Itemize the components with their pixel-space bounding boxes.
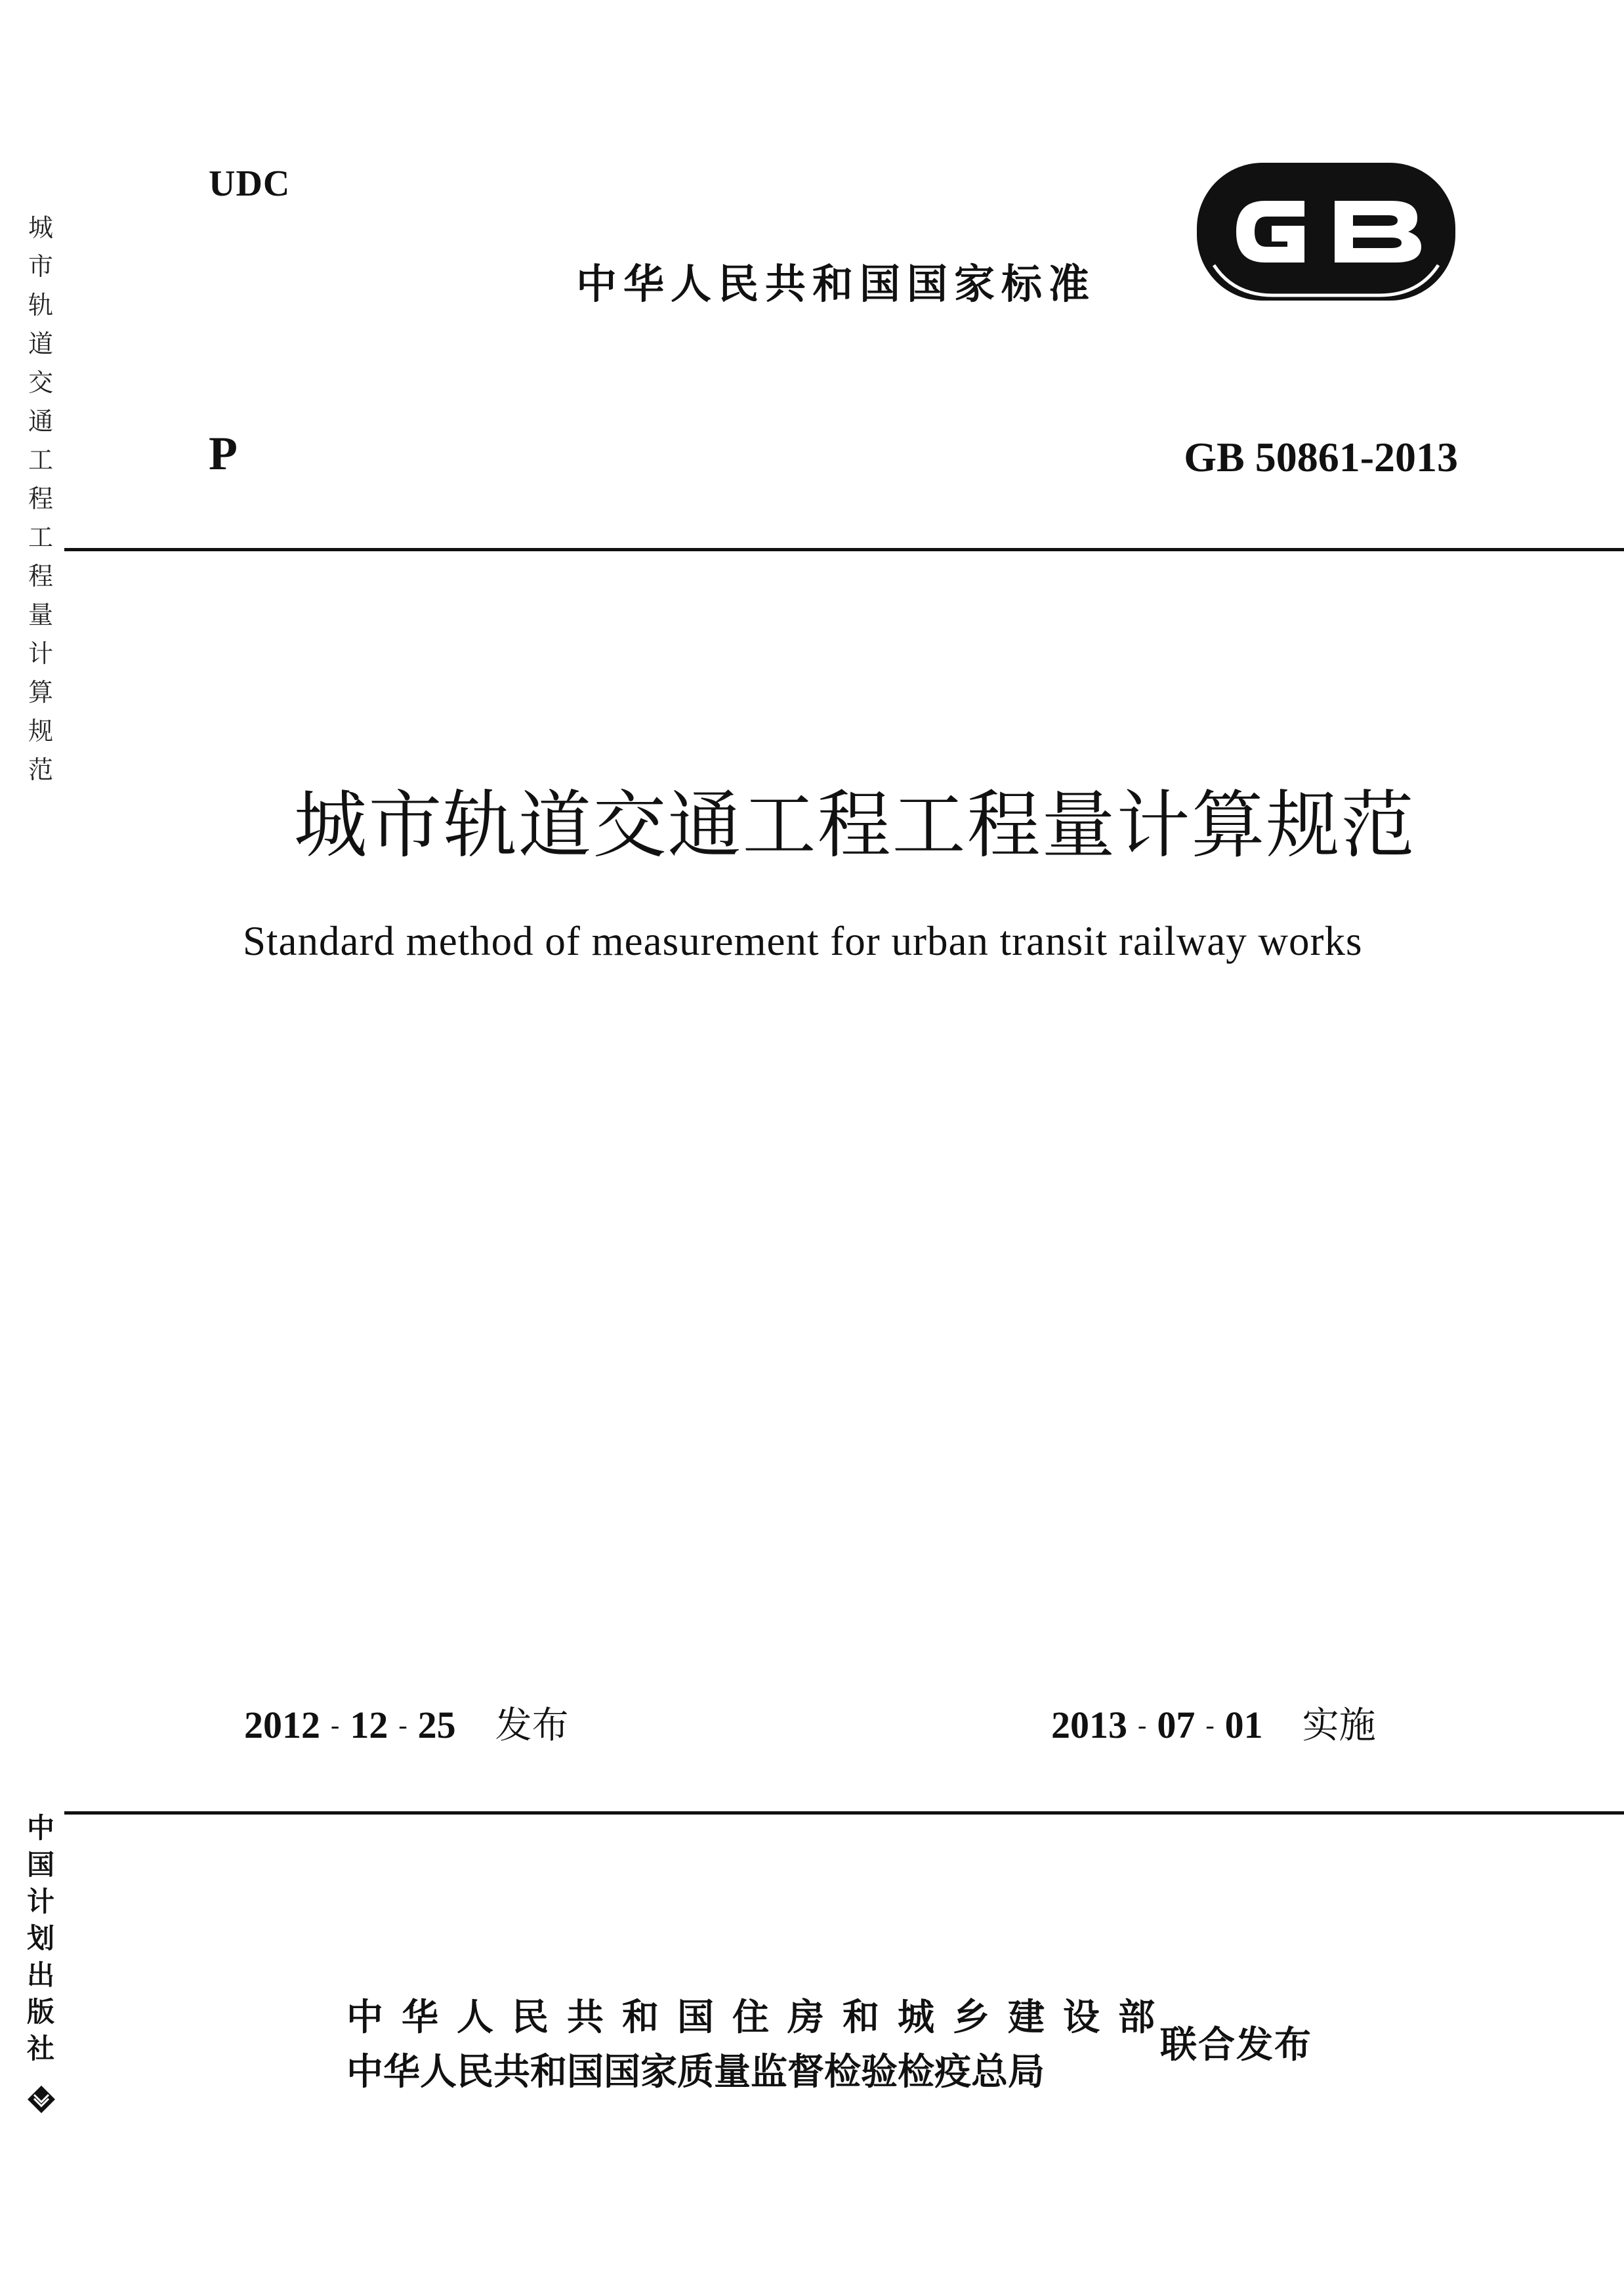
national-standard-heading: 中华人民共和国国家标准	[576, 260, 1096, 308]
authority-aqsiq: 中华人民共和国国家质量监督检验检疫总局	[346, 2051, 1045, 2093]
issue-month: 12	[350, 1704, 388, 1746]
issue-date	[244, 1696, 569, 1749]
bottom-divider	[64, 1811, 1624, 1815]
gb-logo-icon	[1194, 160, 1458, 303]
effective-label: 实施	[1302, 1704, 1376, 1747]
spine-title: 城市轨道交通工程工程量计算规范	[28, 213, 53, 784]
issue-label: 发布	[495, 1704, 569, 1747]
issue-day: 25	[417, 1704, 456, 1746]
standard-number: GB 50861-2013	[1184, 434, 1458, 480]
joint-issue-label: 联合发布	[1160, 2024, 1312, 2067]
udc-label: UDC	[209, 163, 291, 204]
classification-code: P	[209, 427, 238, 480]
effective-date	[1051, 1696, 1376, 1749]
authority-ministry: 中华人民共和国住房和城乡建设部	[346, 1996, 1173, 2039]
effective-day: 01	[1224, 1704, 1263, 1746]
effective-month: 07	[1157, 1704, 1196, 1746]
publisher-logo-icon	[26, 2084, 56, 2114]
top-divider	[64, 548, 1624, 551]
spine-publisher: 中国计划出版社	[26, 1812, 54, 2065]
effective-year: 2013	[1051, 1704, 1127, 1746]
issue-year: 2012	[244, 1704, 320, 1746]
date-separator: -	[398, 1710, 407, 1740]
title-english: Standard method of measurement for urban transit railway works	[243, 918, 1363, 964]
date-separator: -	[1205, 1710, 1215, 1740]
date-separator: -	[331, 1710, 340, 1740]
title-chinese: 城市轨道交通工程工程量计算规范	[293, 783, 1416, 868]
date-separator: -	[1138, 1710, 1147, 1740]
